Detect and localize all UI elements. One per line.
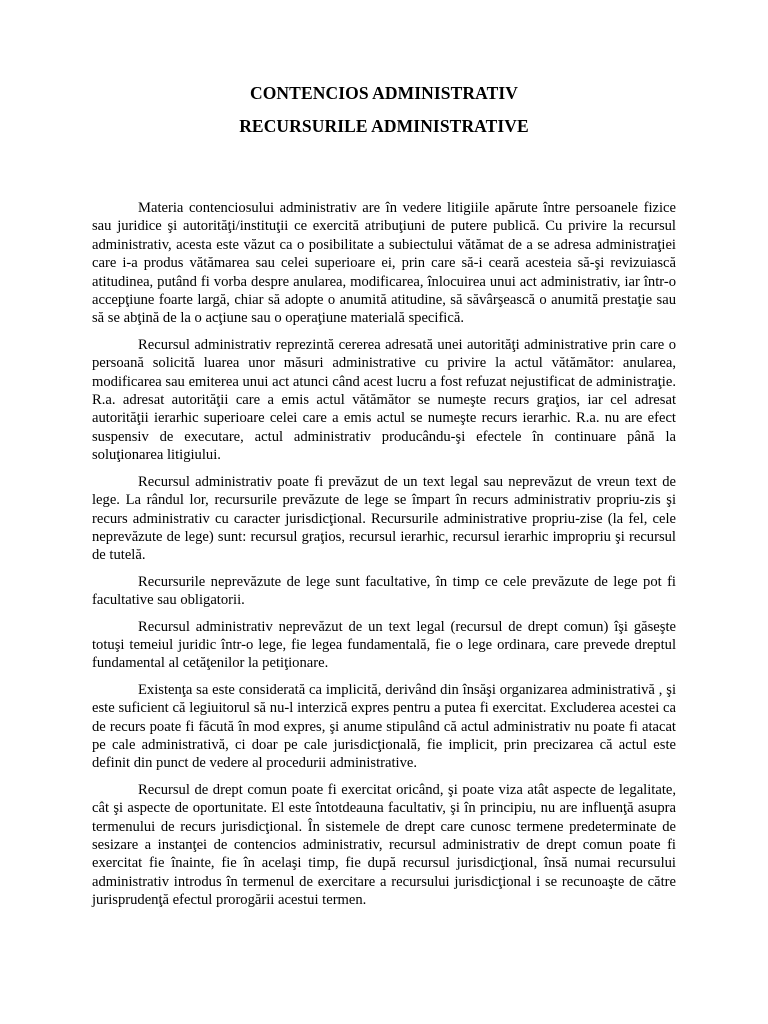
- paragraph: Recursul de drept comun poate fi exercitat oricând, şi poate viza atât aspecte de legalitate, cât şi aspecte de oportunitate. El este întotdeauna facultativ, şi în principiu, nu are influenţă asupra termenului de recurs jurisdicţional. În sistemele de drept care cunosc termene predeterminate de sesizare a instanţei de contencios administrativ, recursul administrativ de drept comun poate fi exercitat fie înainte, fie în acelaşi timp, fie după recursul jurisdicţional, însă numai recursului administrativ introdus în termenul de exercitare a recursului jurisdicţional i se recunoaşte de către jurisprudenţă efectul prorogării acestui termen.: [92, 781, 676, 909]
- paragraph: Materia contenciosului administrativ are în vedere litigiile apărute între persoanele fizice sau juridice şi autorităţi/instituţii ce exercită atribuţiuni de putere publică. Cu privire la recursul administrativ, acesta este văzut ca o posibilitate a subiectului vătămat de a se adresa administraţiei care i-a produs vătămarea sau celei superioare ei, prin care să-i ceară acesteia să-şi revizuiască atitudinea, putând fi vorba despre anularea, modificarea, înlocuirea unui act administrativ, iar într-o accepţiune foarte largă, chiar să adopte o anumită atitudine, să săvârşească o anumită prestaţie sau să se abţină de la o acţiune sau o operaţiune materială specifică.: [92, 200, 676, 327]
- document-title: CONTENCIOS ADMINISTRATIV: [249, 83, 519, 103]
- paragraph: Recursul administrativ poate fi prevăzut de un text legal sau neprevăzut de vreun text de lege. La rândul lor, recursurile prevăzute de lege se împart în recurs administrativ propriu-zis şi recurs administrativ cu caracter jurisdicţional. Recursurile administrative propriu-zise (la fel, cele neprevăzute de lege) sunt: recursul graţios, recursul ierarhic, recursul ierarhic impropriu şi recursul de tutelă.: [92, 473, 676, 564]
- document-body: [92, 199, 676, 910]
- paragraph: Existenţa sa este considerată ca implicită, derivând din însăşi organizarea administrativă , şi este suficient că legiuitorul să nu-l interzică expres pentru a putea fi exercitat. Excluderea acestei ca de recurs poate fi făcută în mod expres, şi anume stipulând că actul administrativ nu poate fi atacat pe cale administrativă, ci doar pe cale jurisdicţională, fie implicit, prin precizarea că actul este definit din punct de vedere al procedurii administrative.: [92, 681, 676, 772]
- paragraph: Recursul administrativ neprevăzut de un text legal (recursul de drept comun) îşi găseşte totuşi temeiul juridic într-o lege, fie legea fundamentală, fie o lege ordinara, care prevede dreptul fundamental al cetăţenilor la petiţionare.: [92, 618, 676, 672]
- document-subtitle: RECURSURILE ADMINISTRATIVE: [239, 116, 529, 136]
- paragraph: Recursul administrativ reprezintă cererea adresată unei autorităţi administrative prin care o persoană solicită luarea unor măsuri administrative cu privire la actul vătămător: anularea, modificarea sau emiterea unui act atunci când acest lucru a fost refuzat nejustificat de administraţie. R.a. adresat autorităţii care a emis actul vătămător se numeşte recurs graţios, iar cel adresat autorităţii ierarhic superioare celei care a emis actul se numeşte recurs ierarhic. R.a. nu are efect suspensiv de executare, actul administrativ producându-şi efectele în continuare până la soluţionarea litigiului.: [92, 336, 676, 464]
- paragraph: Recursurile neprevăzute de lege sunt facultative, în timp ce cele prevăzute de lege pot fi facultative sau obligatorii.: [92, 573, 676, 609]
